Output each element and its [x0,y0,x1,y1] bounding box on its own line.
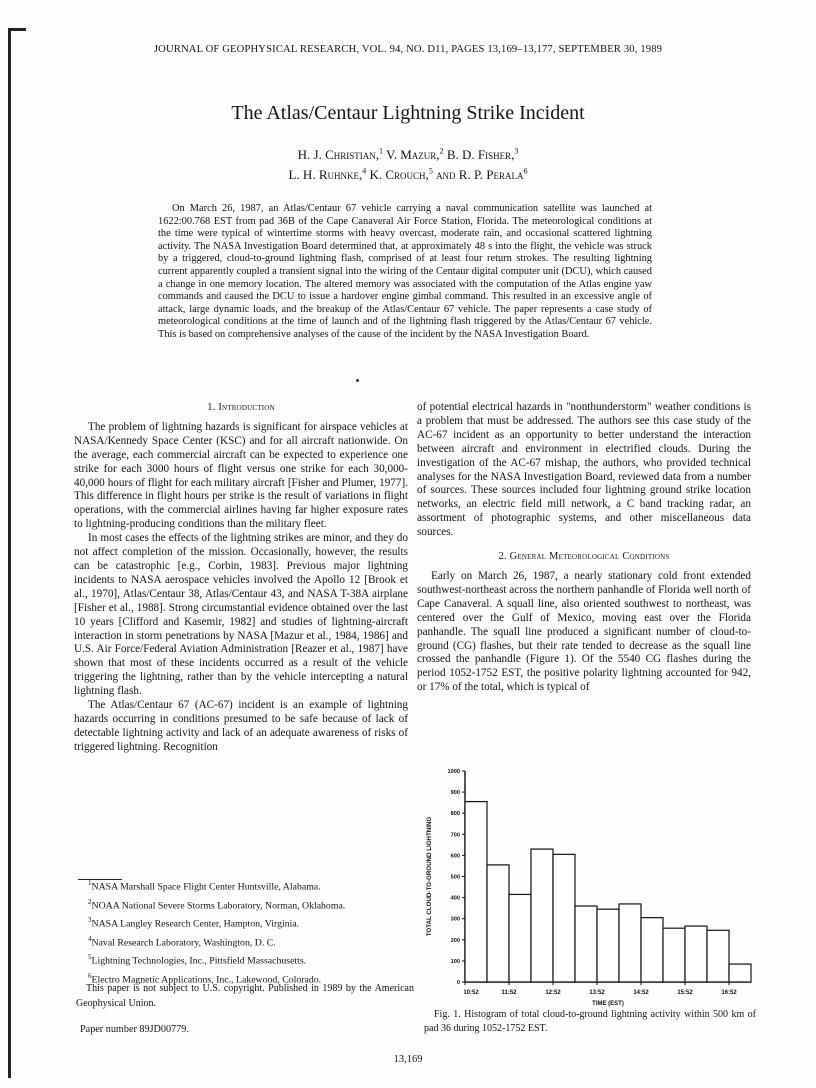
author: L. H. Ruhnke,$^4$ [288,166,367,182]
y-tick-label: 100 [450,958,460,965]
y-tick-label: 300 [450,916,460,923]
author: B. D. Fisher,$^3$ [443,147,519,163]
author: K. Crouch,$^5$ [366,166,433,182]
histogram-bar [509,894,531,982]
footnote: $^1$NASA Marshall Space Flight Center Huntsville, Alabama. [88,879,321,893]
histogram-bar [465,802,487,982]
histogram-bar [575,906,597,982]
journal-header: JOURNAL OF GEOPHYSICAL RESEARCH, VOL. 94, NO. D11, PAGES 13,169–13,177, SEPTEMBER 30, 1989 [153,44,663,55]
y-tick-label: 900 [450,790,460,797]
paper-title: The Atlas/Centaur Lightning Strike Incident [231,102,585,124]
figure-1-histogram [420,762,760,1010]
x-tick-label: 11:52 [501,990,517,996]
x-axis-label: TIME (EST) [592,1001,624,1007]
y-tick-label: 1000 [447,769,460,775]
author: and R. P. Perala$^6$ [432,166,528,182]
y-tick-label: 700 [450,832,460,839]
y-tick-label: 400 [450,895,460,902]
footnote: $^4$Naval Research Laboratory, Washington, D. C. [88,934,276,948]
author: H. J. Christian,$^1$ [297,147,384,163]
paragraph: In most cases the effects of the lightning strikes are minor, and they do not affect completion of the mission. Occasionally, however, the results can be catastrophic [e.g., Corbin, 1983]. Previous major lightning incidents to NASA aerospace vehicles involved the Apollo 12 [Brook et al., 1970], Atlas/Centaur 38, Atlas/Centaur 43, and NASA T-38A airplane [Fisher et al., 1988]. Strong circumstantial evidence obtained over the last 10 years [Clifford and Kasemir, 1982] and studies of lightning-aircraft interaction in storm penetrations by NASA [Mazur et al., 1984, 1986] and U.S. Air Force/Federal Aviation Administration [Reazer et al., 1987] have shown that most of these incidents occurred as a result of the vehicle triggering the lightning, rather than by the vehicle intercepting a natural lightning flash. [74,532,408,698]
author: V. Mazur,$^2$ [383,147,444,163]
histogram-bar [597,909,619,982]
histogram-bar [641,918,663,982]
page-number: 13,169 [393,1054,423,1065]
footnote: $^5$Lightning Technologies, Inc., Pittsfield Massachusetts. [88,953,307,967]
x-tick-label: 12:52 [545,990,561,996]
section-1-heading: 1. Introduction [207,402,275,413]
section-separator-dot [356,379,359,382]
footnote: $^3$NASA Langley Research Center, Hampton, Virginia. [88,916,300,930]
author-line-2 [0,163,816,182]
histogram-bar [663,928,685,982]
page-binding-line [8,28,11,1078]
paragraph: of potential electrical hazards in "nonthunderstorm" weather conditions is a problem that must be addressed. The authors see this case study of the AC-67 incident as an opportunity to better understand the interaction between aircraft and environment in electrified clouds. During the investigation of the AC-67 mishap, the authors, who provided technical analyses for the NASA Investigation Board, reviewed data from a number of sources. These sources included four lightning ground strike location networks, an electric field mill network, a C band tracking radar, an assortment of photographic systems, and other miscellaneous data sources. [417,401,751,539]
x-tick-label: 14:52 [633,990,649,996]
paragraph: The problem of lightning hazards is significant for airspace vehicles at NASA/Kennedy Space Center (KSC) and for all aircraft nationwide. On the average, each commercial aircraft can be expected to experience one strike for each 3000 hours of flight versus one strike for each 30,000-40,000 hours of flight for each military aircraft [Fisher and Plumer, 1977]. This difference in flight hours per strike is the result of variations in flight operations, with the commercial airlines having far higher exposure rates to lightning-producing conditions than the military fleet. [74,420,408,531]
histogram-bar [619,904,641,982]
paragraph: Early on March 26, 1987, a nearly stationary cold front extended southwest-northeast across the northern panhandle of Florida well north of Cape Canaveral. A squall line, also oriented southwest to northeast, was centered over the Gulf of Mexico, moving east over the Florida panhandle. The squall line produced a significant number of cloud-to-ground (CG) flashes, but their rate tended to decrease as the squall line crossed the panhandle (Figure 1). Of the 5540 CG flashes during the period 1052-1752 EST, the positive polarity lightning accounted for 942, or 17% of the total, which is typical of [417,569,751,694]
author-line-1 [0,144,816,163]
affiliation-footnotes [88,876,418,987]
author-list [0,144,816,183]
y-axis-label: TOTAL CLOUD-TO-GROUND LIGHTNING [426,816,433,937]
histogram-bar [707,930,729,982]
y-tick-label: 0 [456,980,460,986]
x-tick-label: 15:52 [677,990,693,996]
copyright-notice: This paper is not subject to U.S. copyright. Published in 1989 by the American Geophysical Union. [76,983,414,1009]
abstract: On March 26, 1987, an Atlas/Centaur 67 vehicle carrying a naval communication satellite was launched at 1622:00.768 EST from pad 36B of the Cape Canaveral Air Force Station, Florida. The meteorological conditions at the time were typical of wintertime storms with heavy overcast, moderate rain, and occasional scattered lightning activity. The NASA Investigation Board determined that, at approximately 48 s into the flight, the vehicle was struck by a triggered, cloud-to-ground lightning flash, comprised of at least four return strokes. The resulting lightning current apparently coupled a transient signal into the wiring of the Centaur digital computer unit (DCU), which caused a change in one memory location. The altered memory was associated with the computation of the Atlas engine yaw commands and caused the DCU to issue a hardover engine gimbal command. This resulted in an excessive angle of attack, large dynamic loads, and the breakup of the Atlas/Centaur 67 vehicle. The paper represents a case study of meteorological conditions at the time of launch and of the lightning flash triggered by the Atlas/Centaur 67 vehicle. This is based on comprehensive analyses of the cause of the incident by the NASA Investigation Board. [158,203,652,340]
section-2-heading: 2. General Meteorological Conditions [498,551,670,563]
histogram-bar [531,849,553,982]
footnote: $^6$Electro Magnetic Applications, Inc., Lakewood, Colorado. [88,971,322,986]
histogram-bar [685,926,707,982]
x-tick-label: 10:52 [463,990,479,996]
y-tick-label: 800 [450,811,460,818]
right-column [417,401,751,695]
y-tick-label: 200 [450,937,460,944]
x-tick-label: 13:52 [589,990,605,996]
left-column [74,401,408,755]
paragraph: The Atlas/Centaur 67 (AC-67) incident is an example of lightning hazards occurring in conditions presumed to be safe because of lack of detectable lightning activity and lack of an adequate awareness of risks of triggered lightning. Recognition [74,699,408,753]
x-tick-label: 16:52 [721,990,737,996]
footnote: $^2$NOAA National Severe Storms Laboratory, Norman, Oklahoma. [88,897,346,911]
histogram-bar [553,854,575,982]
figure-caption: Fig. 1. Histogram of total cloud-to-ground lightning activity within 500 km of pad 36 during 1052-1752 EST. [424,1009,756,1034]
y-tick-label: 600 [450,853,460,860]
histogram-bar [487,865,509,982]
page-binding-corner [8,28,26,31]
paper-number: Paper number 89JD00779. [80,1024,189,1035]
y-tick-label: 500 [450,874,460,881]
histogram-bar [729,964,751,982]
